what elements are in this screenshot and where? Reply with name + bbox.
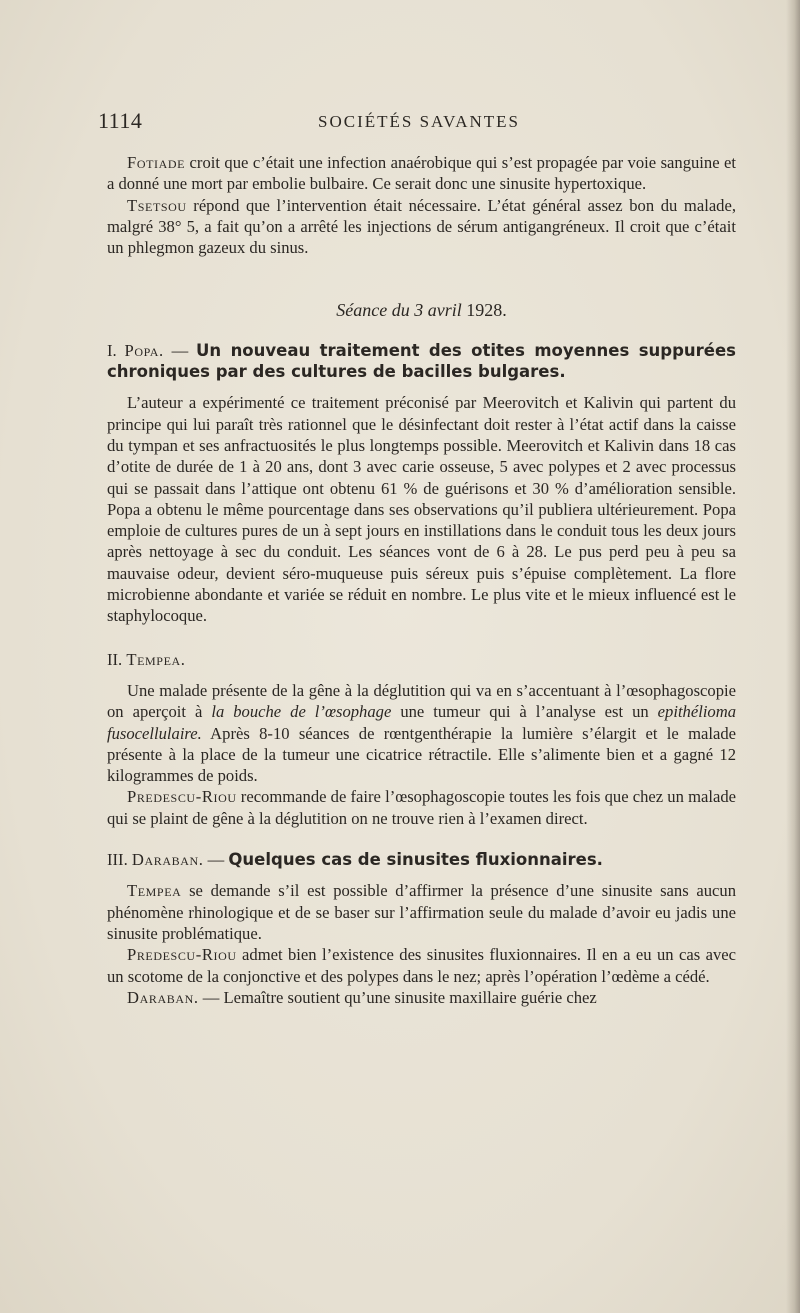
session-heading: [107, 300, 736, 321]
paragraph-text: L’auteur a expérimenté ce traitement préconisé par Meerovitch et Kalivin qui partent du principe qui lui paraît très rationnel que le désinfectant doit rester à l’état actif dans la caisse du tympan et ses anfractuosités le plus longtemps possible. Meerovitch et Kalivin dans 18 cas d’otite de durée de 1 à 20 ans, dont 3 avec carie osseuse, 5 avec polypes et 2 avec processus qui se passait dans l’attique ont obtenu 61 % de guérisons et 30 % d’amélioration sensible. Popa a obtenu le même pourcentage dans ses observations qu’il publiera ultérieurement. Popa emploie de cultures pures de un à sept jours en instillations dans le conduit tous les deux jours après nettoyage à sec du conduit. Les séances vont de 6 à 28. Le pus perd peu à peu sa mauvaise odeur, devient séro-muqueuse puis séreux puis s’épuise complètement. La flore microbienne abondante et variée se réduit en nombre. Le plus vite et le mieux influencé est le staphylocoque.: [107, 393, 736, 626]
section-author: Tempea.: [126, 649, 186, 669]
section-author: Daraban.: [131, 850, 204, 870]
italic-term: la bouche de l’œsophage: [211, 702, 392, 722]
section-author: Popa.: [124, 340, 164, 360]
speaker-name: Predescu-Riou: [127, 945, 237, 965]
section-numeral: II.: [107, 649, 123, 669]
speaker-name: Predescu-Riou: [127, 787, 237, 807]
paragraph-daraban: [107, 987, 736, 1008]
section-heading-1: [107, 340, 736, 383]
paragraph-text: répond que l’intervention était nécessaire. L’état général assez bon du malade, malgré 38° 5, a fait qu’on a arrêté les injections de sérum antigangréneux. Il croit que c’était un phlegmon gazeux du sinus.: [107, 195, 736, 258]
session-year: 1928.: [466, 300, 507, 321]
page-edge-shadow: [786, 0, 800, 1313]
italic-term: epithélioma fusocellulaire.: [107, 702, 737, 743]
section-numeral: III.: [107, 850, 128, 870]
paragraph-text: une tumeur qui à l’analyse est un: [391, 702, 658, 722]
section-title: Quelques cas de sinusites fluxionnaires.: [228, 850, 603, 870]
section-heading-3: [107, 849, 736, 870]
running-title: SOCIÉTÉS SAVANTES: [318, 112, 520, 131]
speaker-name: Tsetsou: [127, 195, 187, 215]
section-numeral: I.: [107, 340, 117, 360]
paragraph-text: Après 8-10 séances de rœntgenthérapie la lumière s’élargit et le malade présente à la place de la tumeur une cicatrice rétractile. Elle s’alimente bien et a gagné 12 kilogrammes de poids.: [107, 723, 736, 786]
paragraph-text: admet bien l’existence des sinusites fluxionnaires. Il en a eu un cas avec un scotome de la conjonctive et des polypes dans le nez; après l’opération l’œdème a cédé.: [107, 945, 736, 986]
section-title: Un nouveau traitement des otites moyennes suppurées chroniques par des cultures de bacilles bulgares.: [107, 340, 736, 382]
section-dash: —: [203, 850, 229, 870]
session-label: Séance du 3 avril: [336, 300, 462, 321]
paragraph-text: — Lemaître soutient qu’une sinusite maxillaire guérie chez: [198, 987, 597, 1007]
speaker-name: Tempea: [127, 881, 182, 901]
paragraph-text: Une malade présente de la gêne à la déglutition qui va en s’accentuant à l’œsophagoscopie on aperçoit à: [107, 680, 736, 722]
paragraph-tempea-question: [107, 880, 736, 944]
speaker-name: Fotiade: [127, 153, 186, 172]
paragraph-predescu-1: [107, 786, 736, 829]
paragraph-popa: [107, 392, 736, 626]
section-dash: —: [163, 340, 197, 360]
page-number: 1114: [98, 108, 143, 133]
page-header: [98, 108, 718, 138]
paragraph-tsetsou: [107, 195, 736, 259]
speaker-name: Daraban.: [127, 987, 199, 1007]
paragraph-fotiade: [107, 152, 736, 195]
paragraph-tempea-case: [107, 680, 736, 786]
paragraph-text: croit que c’était une infection anaérobique qui s’est propagée par voie sanguine et a donné une mort par embolie bulbaire. Ce serait donc une sinusite hypertoxique.: [107, 153, 736, 194]
article-body: [107, 152, 736, 1008]
paragraph-text: recommande de faire l’œsophagoscopie toutes les fois que chez un malade qui se plaint de gêne à la déglutition on ne trouve rien à l’examen direct.: [107, 787, 736, 828]
section-heading-2: [107, 649, 736, 670]
paragraph-text: se demande s’il est possible d’affirmer la présence d’une sinusite sans aucun phénomène rhinologique et de se baser sur l’affirmation seule du malade d’avoir eu jadis une sinusite problématique.: [107, 881, 736, 943]
paragraph-predescu-2: [107, 944, 736, 987]
